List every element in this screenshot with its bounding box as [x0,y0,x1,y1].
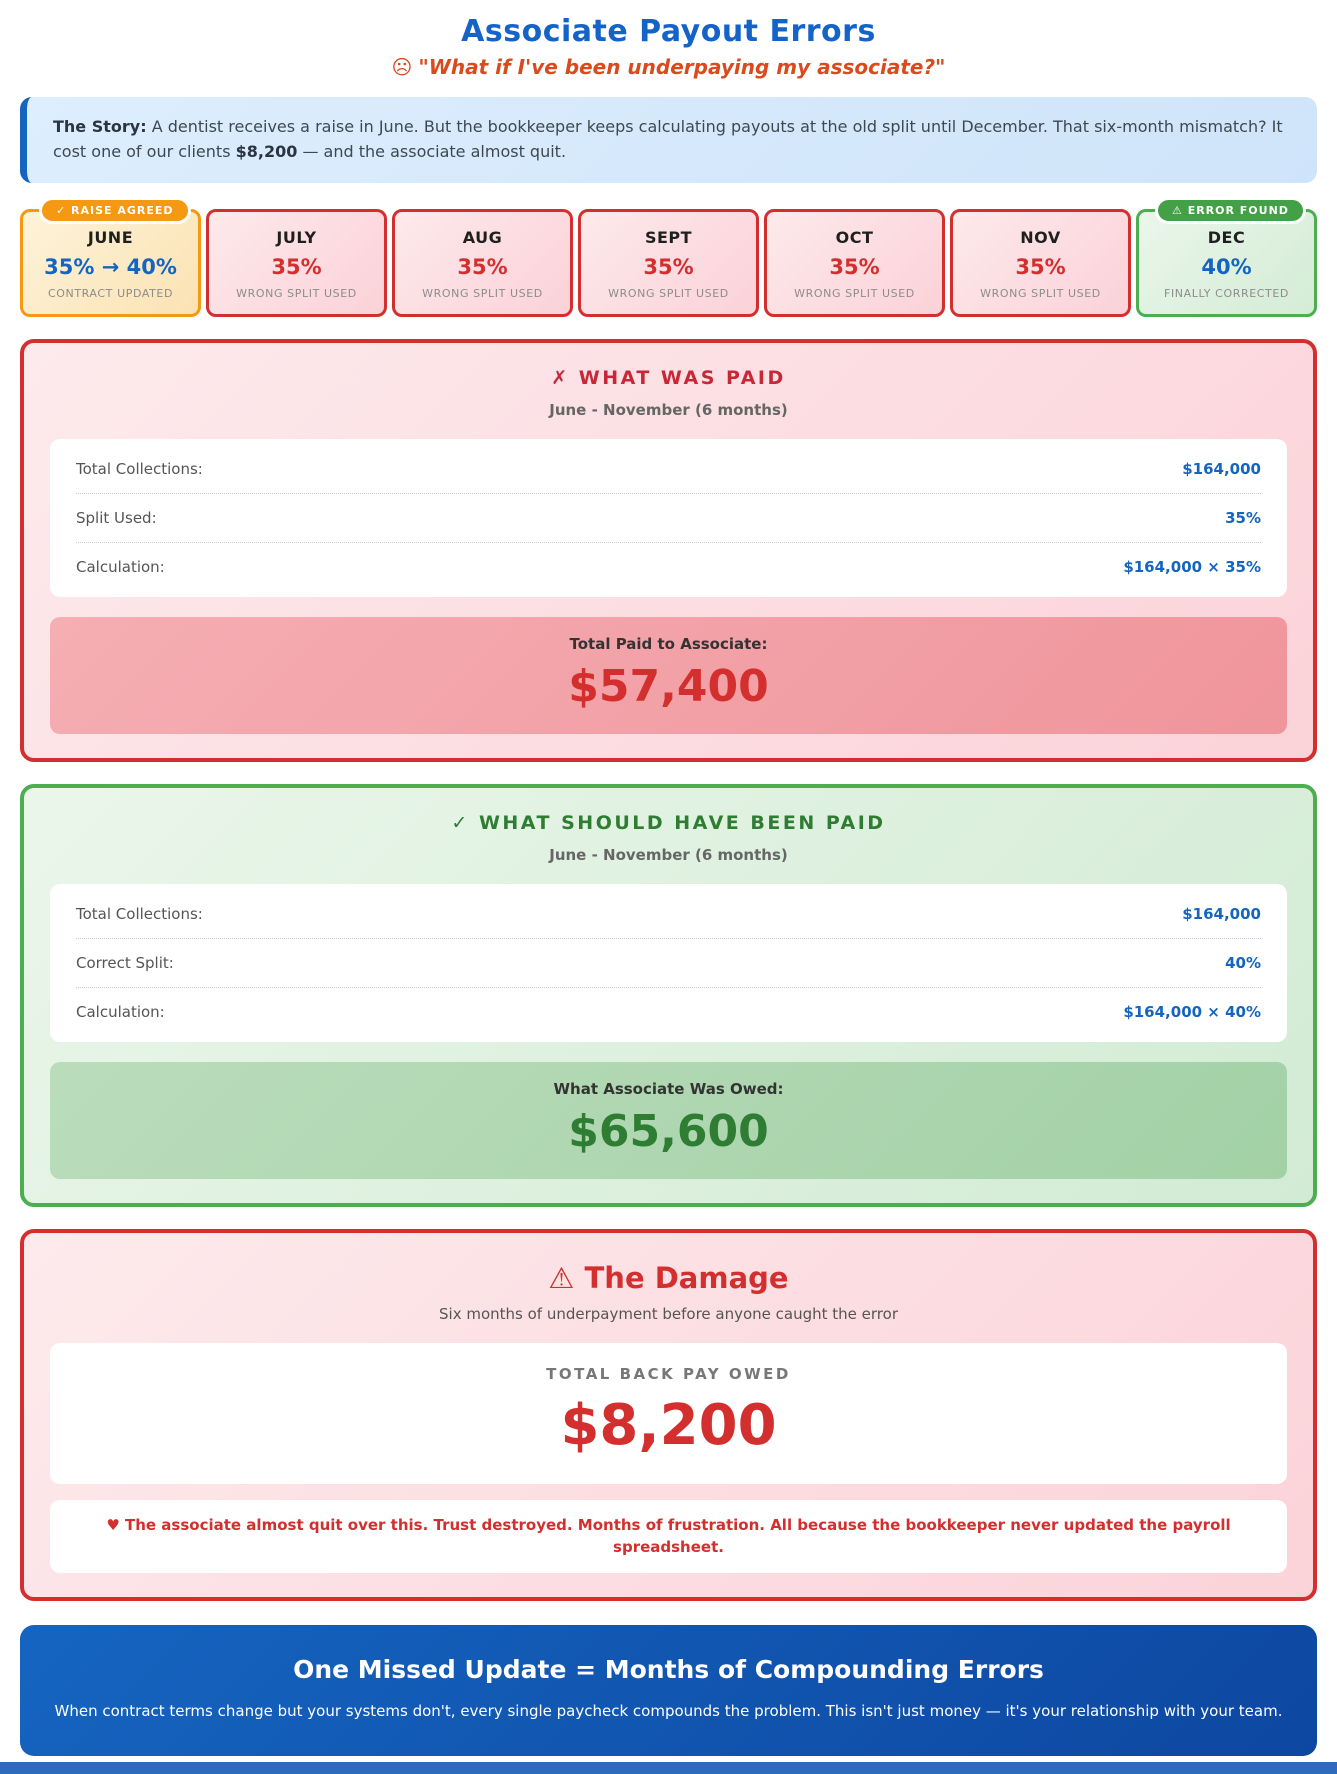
month-name: OCT [835,227,874,247]
what-was-paid-subtitle: June - November (6 months) [549,400,788,419]
month-name: JULY [276,227,317,247]
check-icon: ✓ [451,811,470,834]
damage-note-text: The associate almost quit over this. Trust destroyed. Months of frustration. All because the bookkeeper never updated the payroll spreadsheet. [125,1515,1231,1557]
backpay-box [50,1343,1287,1484]
warning-icon: ⚠ [548,1260,575,1295]
month-split-value: 35% [271,254,322,279]
month-caption: CONTRACT UPDATED [47,286,174,300]
row-value: $164,000 × 35% [1123,557,1261,576]
page-title: Associate Payout Errors [461,14,876,49]
month-caption: FINALLY CORRECTED [1164,286,1289,300]
damage-title-text: The Damage [584,1260,789,1295]
should-have-been-paid-card [20,784,1317,1207]
table-row [76,543,1261,591]
row-value: $164,000 × 40% [1123,1002,1261,1021]
month-name: DEC [1207,227,1246,247]
row-label: Total Collections: [76,459,203,478]
damage-title [50,1261,1287,1295]
month-split-value: 35% [643,254,694,279]
month-name: NOV [1020,227,1061,247]
month-card-june [20,203,201,317]
story-amount: $8,200 [235,141,298,161]
summary-banner [20,1625,1317,1756]
row-value: 35% [1225,508,1261,527]
banner-title: One Missed Update = Months of Compounding Errors [293,1654,1044,1684]
story-text-after: — and the associate almost quit. [302,141,567,161]
anguished-face-icon: ☹ [391,55,413,79]
owed-calculation-box [50,884,1287,1042]
row-value: 40% [1225,953,1261,972]
row-label: Split Used: [76,508,157,527]
month-card-nov [950,209,1131,317]
table-row [76,890,1261,939]
damage-card [20,1229,1317,1601]
month-card-dec [1136,203,1317,317]
month-card-sept [578,209,759,317]
month-card-aug [392,209,573,317]
month-split-value: 35% [1015,254,1066,279]
story-box [20,97,1317,183]
month-split-value: 40% [1201,254,1252,279]
month-caption: WRONG SPLIT USED [980,286,1101,300]
month-card-july [206,209,387,317]
backpay-label: TOTAL BACK PAY OWED [546,1364,791,1383]
row-label: Correct Split: [76,953,174,972]
story-text-before: A dentist receives a raise in June. But the bookkeeper keeps calculating payouts at the old split until December. That six-month mismatch? It cost one of our clients [53,117,1283,161]
heart-icon: ♥ [106,1515,120,1534]
month-card-oct [764,209,945,317]
row-value: $164,000 [1182,904,1261,923]
month-caption: WRONG SPLIT USED [236,286,357,300]
should-have-been-paid-subtitle: June - November (6 months) [549,845,788,864]
error-found-badge: ⚠ ERROR FOUND [1155,197,1306,224]
row-label: Total Collections: [76,904,203,923]
what-was-paid-title [50,367,1287,389]
cross-icon: ✗ [551,366,570,389]
total-owed-amount: $65,600 [568,1105,769,1157]
month-name: SEPT [644,227,693,247]
table-row [76,939,1261,988]
table-row [76,494,1261,543]
total-paid-amount: $57,400 [568,660,769,712]
row-label: Calculation: [76,1002,165,1021]
month-split-value: 35% [829,254,880,279]
banner-text: When contract terms change but your systems don't, every single paycheck compounds the problem. This isn't just money — it's your relationship with your team. [54,1701,1283,1720]
footer-strip [0,1762,1337,1774]
page-subtitle-text: "What if I've been underpaying my associate?" [418,55,946,79]
table-row [76,988,1261,1036]
row-value: $164,000 [1182,459,1261,478]
total-owed-box [50,1062,1287,1179]
paid-calculation-box [50,439,1287,597]
damage-subtitle: Six months of underpayment before anyone caught the error [439,1304,898,1323]
month-timeline [20,203,1317,317]
month-split-value: 35% → 40% [44,254,177,279]
page [0,14,1337,1756]
month-caption: WRONG SPLIT USED [794,286,915,300]
backpay-amount: $8,200 [560,1392,777,1458]
month-split-value: 35% [457,254,508,279]
story-label: The Story: [53,117,147,136]
total-paid-label: Total Paid to Associate: [569,634,768,653]
damage-note [50,1500,1287,1573]
page-subtitle [20,55,1317,79]
what-was-paid-card [20,339,1317,762]
raise-agreed-badge: ✓ RAISE AGREED [39,197,191,224]
month-caption: WRONG SPLIT USED [608,286,729,300]
month-caption: WRONG SPLIT USED [422,286,543,300]
row-label: Calculation: [76,557,165,576]
should-have-been-paid-title [50,812,1287,834]
month-name: JUNE [87,227,134,247]
what-was-paid-title-text: WHAT WAS PAID [578,366,786,389]
total-paid-box [50,617,1287,734]
total-owed-label: What Associate Was Owed: [553,1079,784,1098]
should-have-been-paid-title-text: WHAT SHOULD HAVE BEEN PAID [478,811,886,834]
table-row [76,445,1261,494]
month-name: AUG [462,227,503,247]
